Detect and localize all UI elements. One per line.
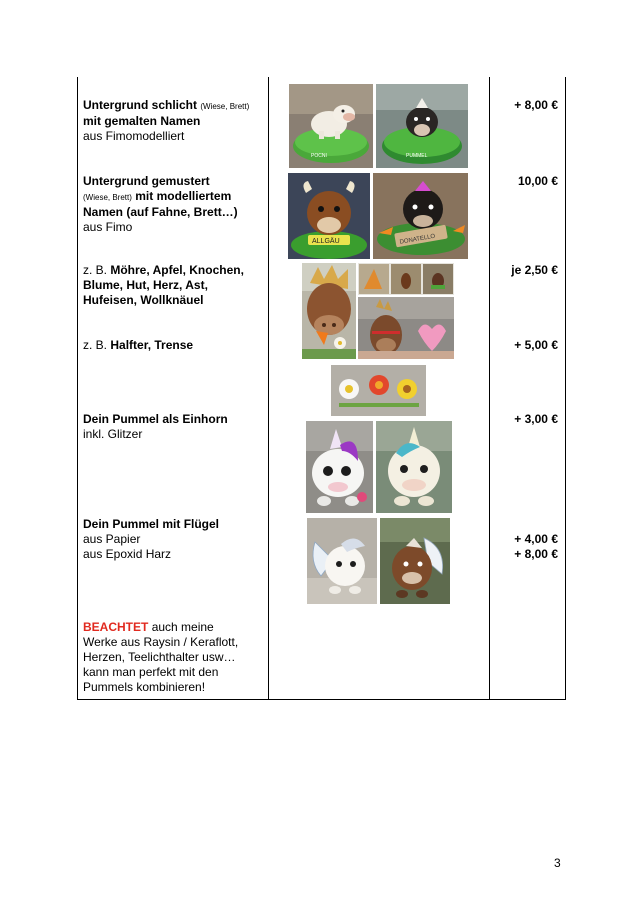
row4-prefix: z. B. bbox=[83, 338, 108, 352]
photo-dark-horse-named-board bbox=[373, 173, 468, 259]
row5-description bbox=[83, 412, 273, 442]
row4-description bbox=[83, 338, 273, 353]
row3-description bbox=[83, 263, 273, 308]
row7-highlight: BEACHTET bbox=[83, 620, 149, 634]
row5-price: + 3,00 € bbox=[514, 412, 558, 426]
label-donatello: DONATELLO bbox=[399, 233, 436, 246]
row5-title: Dein Pummel als Einhorn bbox=[83, 412, 228, 426]
photo-flowers bbox=[331, 365, 426, 416]
row3-price: je 2,50 € bbox=[511, 263, 558, 277]
photo-cow-named-base bbox=[288, 173, 370, 259]
photo-brown-pony-carrot bbox=[302, 263, 356, 359]
photo-winged-brown-horse bbox=[380, 518, 450, 604]
photo-black-horse-simple-base bbox=[376, 84, 468, 168]
photo-unicorn-purple bbox=[306, 421, 373, 513]
label-allgaeu: ALLGÄU bbox=[312, 238, 340, 245]
row7-line4: kann man perfekt mit den bbox=[83, 665, 219, 679]
photo-accessories-grid bbox=[358, 263, 454, 295]
row6-line2: aus Papier bbox=[83, 532, 141, 546]
table-right-border bbox=[565, 77, 566, 699]
row2-title: Untergrund gemustert bbox=[83, 174, 210, 188]
row3-line3: Hufeisen, Wollknäuel bbox=[83, 293, 204, 307]
row5-line2: inkl. Glitzer bbox=[83, 427, 143, 441]
row2-price: 10,00 € bbox=[517, 174, 558, 188]
row7-line3: Herzen, Teelichthalter usw… bbox=[83, 650, 236, 664]
row7-note bbox=[83, 620, 267, 695]
row1-line3: aus Fimomodelliert bbox=[83, 129, 185, 143]
row6-price-1: + 4,00 € bbox=[514, 532, 558, 546]
row2-description bbox=[83, 174, 273, 235]
row3-bold: Möhre, Apfel, Knochen, bbox=[110, 263, 244, 277]
row3-line2: Blume, Hut, Herz, Ast, bbox=[83, 278, 208, 292]
row2-line4: aus Fimo bbox=[83, 220, 133, 234]
row6-description bbox=[83, 517, 273, 562]
row1-title-small: (Wiese, Brett) bbox=[200, 102, 250, 111]
table-left-border bbox=[77, 77, 78, 699]
label-poni: POCNI bbox=[311, 153, 327, 159]
row7-line2: Werke aus Raysin / Keraflott, bbox=[83, 635, 239, 649]
photo-winged-white-horse bbox=[307, 518, 377, 604]
row6-price-2: + 8,00 € bbox=[514, 547, 558, 561]
row1-title: Untergrund schlicht bbox=[83, 98, 198, 112]
row2-small: (Wiese, Brett) bbox=[83, 193, 132, 202]
page-number: 3 bbox=[554, 856, 561, 870]
table-bottom-border bbox=[77, 699, 566, 700]
row2-bold: mit modelliertem bbox=[135, 189, 232, 203]
row4-price: + 5,00 € bbox=[514, 338, 558, 352]
row7-text1: auch meine bbox=[151, 620, 214, 634]
row1-description bbox=[83, 98, 273, 144]
table-col-divider-2 bbox=[489, 77, 490, 699]
table-col-divider-1 bbox=[268, 77, 269, 699]
photo-halter-horse-heart bbox=[358, 297, 454, 359]
row7-line5: Pummels kombinieren! bbox=[83, 680, 206, 694]
row3-prefix: z. B. bbox=[83, 263, 108, 277]
photo-unicorn-cream bbox=[376, 421, 452, 513]
row2-line3: Namen (auf Fahne, Brett…) bbox=[83, 205, 238, 219]
row4-bold: Halfter, Trense bbox=[110, 338, 194, 352]
photo-white-horse-simple-base bbox=[289, 84, 373, 168]
row6-line3: aus Epoxid Harz bbox=[83, 547, 172, 561]
row6-title: Dein Pummel mit Flügel bbox=[83, 517, 220, 531]
label-pummel: PUMMEL bbox=[406, 153, 428, 159]
row1-price: + 8,00 € bbox=[514, 98, 558, 112]
row1-line2: mit gemalten Namen bbox=[83, 114, 201, 128]
